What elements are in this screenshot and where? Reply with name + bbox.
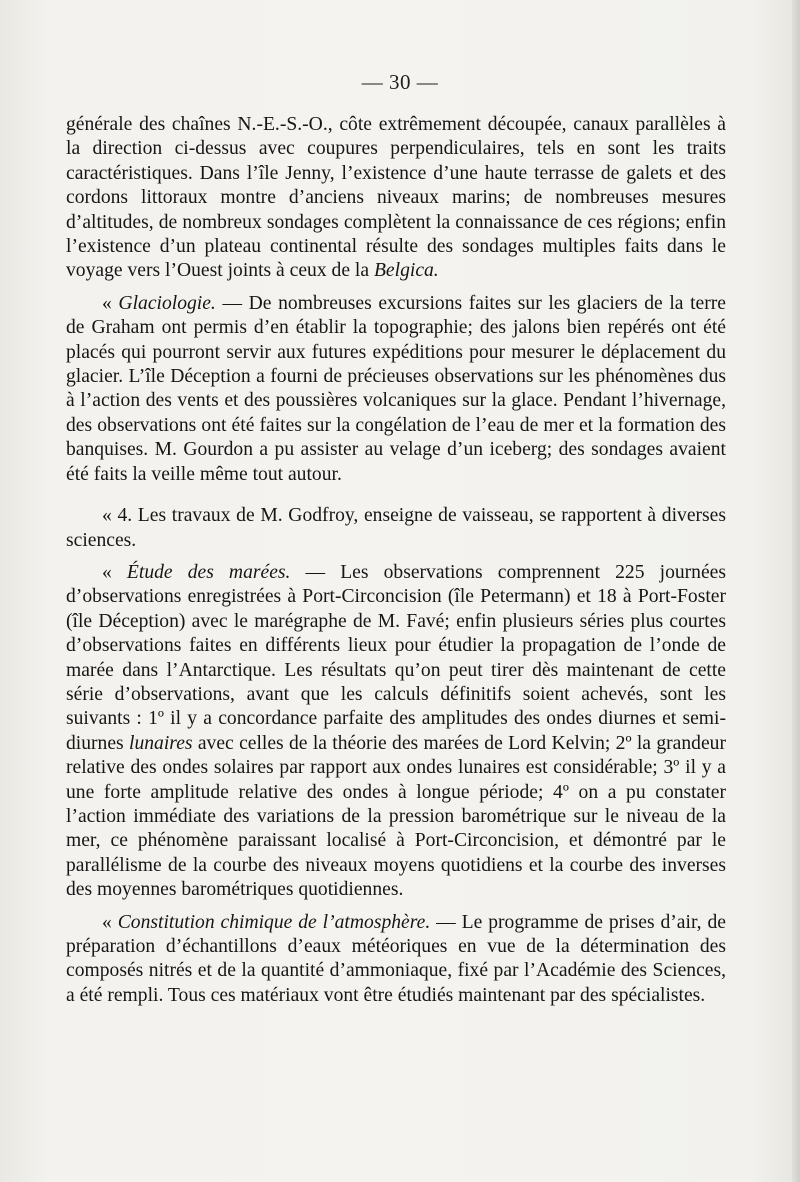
paragraph-tides bbox=[66, 561, 726, 903]
quote-mark: « bbox=[102, 561, 127, 583]
paragraph-text: — Les observations comprennent 225 journées d’observations enregistrées à Port-Circoncision (île Petermann) et 18 à Port-Foster (île Déception) avec le marégraphe de M. Favé; enfin plusieurs séries plus courtes d’observations faites en différents lieux pour étudier la propagation de l’onde de marée dans l’Antarctique. Les résultats qu’on peut tirer dès maintenant de cette série d’observations, avant que les calculs définitifs soient achevés, sont les suivants : 1º il y a concordance parfaite des amplitudes des ondes diurnes et semi-diurnes bbox=[66, 561, 726, 754]
paragraph-text: « 4. Les travaux de M. Godfroy, enseigne de vaisseau, se rapportent à diverses sciences. bbox=[66, 505, 726, 551]
paragraph-geology-continued bbox=[66, 113, 726, 284]
italic-ship-name: Belgica. bbox=[373, 260, 439, 282]
paragraph-text: — Le programme de prises d’air, de préparation d’échantillons d’eaux météoriques en vue de la détermination des composés nitrés et de la quantité d’ammoniaque, fixé par l’Académie des Sciences, a été rempli. Tous ces matériaux vont être étudiés maintenant par des spécialistes. bbox=[66, 911, 726, 1006]
paragraph-text: générale des chaînes N.-E.-S.-O., côte extrêmement découpée, canaux parallèles à la direction ci-dessus avec coupures perpendiculaires, tels en sont les traits caractéristiques. Dans l’île Jenny, l’existence d’une haute terrasse de galets et des cordons littoraux montre d’anciens niveaux marins; de nombreuses mesures d’altitudes, de nombreux sondages complètent la connaissance de ces régions; enfin l’existence d’un plateau continental résulte des sondages multiples faits dans le voyage vers l’Ouest joints à ceux de la bbox=[66, 114, 726, 282]
quote-mark: « bbox=[102, 911, 118, 933]
section-heading-atmosphere: Constitution chimique de l’atmosphère. bbox=[117, 911, 431, 933]
section-heading-tides: Étude des marées. bbox=[126, 561, 291, 583]
page-edge bbox=[792, 0, 800, 1182]
quote-mark: « bbox=[102, 292, 119, 314]
section-heading-glaciology: Glaciologie. bbox=[118, 292, 216, 314]
paragraph-glaciology bbox=[66, 292, 726, 487]
paragraph-godfroy bbox=[66, 504, 726, 553]
paragraph-text: avec celles de la théorie des marées de Lord Kelvin; 2º la grandeur relative des ondes solaires par rapport aux ondes lunaires est considérable; 3º il y a une forte amplitude relative des ondes à longue période; 4º on a pu constater l’action immédiate des variations de la pression barométrique sur le niveau de la mer, ce phénomène paraissant localisé à Port-Circoncision, et démontré par le parallélisme de la courbe des niveaux moyens quotidiens et la courbe des inverses des moyennes barométriques quotidiennes. bbox=[66, 732, 726, 901]
page-number: — 30 — bbox=[361, 70, 439, 94]
paragraph-text: — De nombreuses excursions faites sur les glaciers de la terre de Graham ont permis d’en établir la topographie; des jalons bien repérés ont été placés qui pourront servir aux futures expéditions pour mesurer le déplacement du glacier. L’île Déception a fourni de précieuses observations sur les phénomènes dus à l’action des vents et des poussières volcaniques sur la glace. Pendant l’hivernage, des observations ont été faites sur la congélation de l’eau de mer et la formation des banquises. M. Gourdon a pu assister au velage d’un iceberg; des sondages avaient été faits la veille même tout autour. bbox=[66, 292, 726, 485]
paragraph-atmosphere bbox=[66, 911, 726, 1009]
italic-lunaires: lunaires bbox=[129, 732, 193, 754]
body-text bbox=[66, 113, 726, 1008]
